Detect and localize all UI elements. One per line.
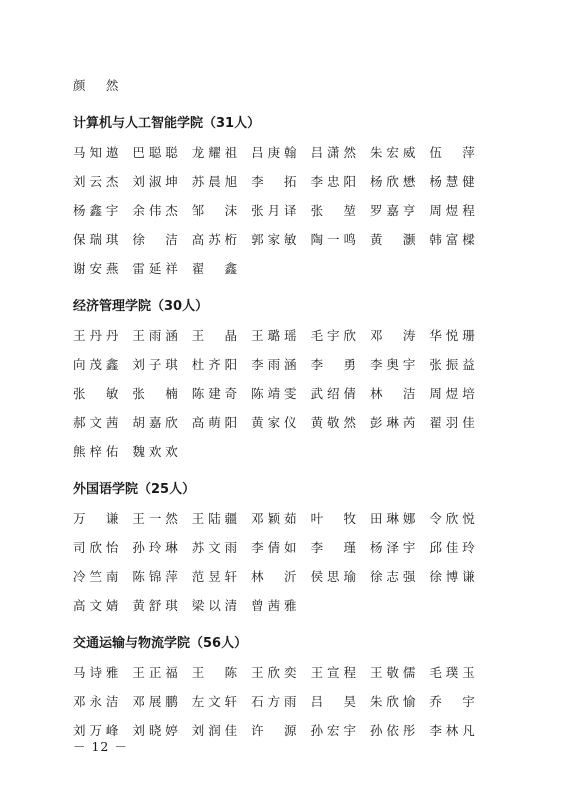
name-entry: 胡嘉欣	[132, 414, 178, 430]
name-entry: 林 洁	[369, 385, 416, 401]
name-entry: 孙宏宇	[310, 722, 356, 738]
section-heading: 经济管理学院（30人）	[73, 299, 209, 314]
name-entry: 刘晓婷	[132, 722, 178, 738]
name-entry: 范昱轩	[191, 568, 238, 584]
name-entry: 刘淑坤	[132, 173, 178, 189]
name-entry: 吕庚翰	[251, 144, 297, 160]
name-entry: 司欣怡	[73, 539, 119, 555]
name-entry: 王璐瑶	[251, 327, 297, 343]
name-entry: 黄 灏	[369, 231, 416, 247]
name-row	[73, 166, 503, 195]
name-entry: 李雨涵	[251, 356, 297, 372]
name-entry: 徐博谦	[429, 568, 475, 584]
section-heading: 计算机与人工智能学院（31人）	[73, 116, 261, 131]
name-entry: 华悦珊	[429, 327, 475, 343]
name-entry: 向茂鑫	[73, 356, 119, 372]
name-entry: 伍 萍	[429, 144, 475, 160]
name-entry: 林 沂	[251, 568, 297, 584]
name-entry: 张 敏	[73, 385, 119, 401]
name-entry: 王敬儒	[369, 664, 416, 680]
name-row	[73, 407, 503, 436]
name-entry: 魏欢欢	[132, 443, 178, 459]
name-entry: 徐 洁	[132, 231, 178, 247]
name-entry: 翟 鑫	[191, 260, 238, 276]
name-entry: 邓展鹏	[132, 693, 178, 709]
name-entry: 杨鑫宇	[73, 202, 119, 218]
name-entry: 邓 涛	[369, 327, 416, 343]
name-entry: 高苏桁	[191, 231, 238, 247]
name-entry: 马诗雅	[73, 664, 119, 680]
name-entry: 石方雨	[251, 693, 297, 709]
name-entry: 李 瑾	[310, 539, 356, 555]
name-row	[73, 561, 503, 590]
name-row	[73, 253, 503, 282]
name-entry: 保瑞琪	[73, 231, 119, 247]
name-entry: 王欣奕	[251, 664, 297, 680]
name-row	[73, 590, 503, 619]
name-entry: 乔 宇	[429, 693, 475, 709]
name-row	[73, 349, 503, 378]
name-entry: 龙耀祖	[191, 144, 238, 160]
name-entry: 罗嘉亨	[369, 202, 416, 218]
name-entry: 侯思瑜	[310, 568, 356, 584]
name-entry: 苏文雨	[191, 539, 238, 555]
name-row	[73, 503, 503, 532]
name-list-content	[73, 70, 503, 744]
name-row	[73, 436, 503, 465]
name-entry: 杜齐阳	[191, 356, 238, 372]
name-entry: 王一然	[132, 510, 178, 526]
name-entry: 张振益	[429, 356, 475, 372]
name-entry: 余伟杰	[132, 202, 178, 218]
name-entry: 李忠阳	[310, 173, 356, 189]
name-entry: 马知遨	[73, 144, 119, 160]
name-row	[73, 715, 503, 744]
sections-container	[73, 106, 503, 744]
page-number: － 12 －	[73, 739, 128, 754]
name-row	[73, 378, 503, 407]
name-row	[73, 137, 503, 166]
name-entry: 郭家敏	[251, 231, 297, 247]
name-entry: 王 陈	[191, 664, 238, 680]
name-row	[73, 657, 503, 686]
name-entry: 李 勇	[310, 356, 356, 372]
name-entry: 徐志强	[369, 568, 416, 584]
name-entry: 许 源	[251, 722, 297, 738]
name-entry: 王陆疆	[191, 510, 238, 526]
name-entry: 令欣悦	[429, 510, 475, 526]
name-entry: 周煜培	[429, 385, 475, 401]
name-entry: 孙依彤	[369, 722, 416, 738]
name-entry: 黄舒琪	[132, 597, 178, 613]
name-entry: 朱宏威	[369, 144, 416, 160]
name-entry: 张 堃	[310, 202, 356, 218]
name-entry: 杨泽宇	[369, 539, 416, 555]
name-entry: 朱欣愉	[369, 693, 416, 709]
name-entry: 孙玲琳	[132, 539, 178, 555]
name-entry: 李奥宇	[369, 356, 416, 372]
name-entry: 黄敬然	[310, 414, 356, 430]
name-entry: 陈靖雯	[251, 385, 297, 401]
name-entry: 苏晨旭	[191, 173, 238, 189]
name-entry: 颜 然	[73, 77, 119, 93]
name-entry: 杨欣懋	[369, 173, 416, 189]
name-entry: 李 拓	[251, 173, 297, 189]
name-entry: 刘云杰	[73, 173, 119, 189]
name-entry: 高萌阳	[191, 414, 238, 430]
name-entry: 毛璞玉	[429, 664, 475, 680]
name-entry: 雷延祥	[132, 260, 178, 276]
name-entry: 邱佳玲	[429, 539, 475, 555]
name-entry: 毛宇欣	[310, 327, 356, 343]
name-entry: 陈建奇	[191, 385, 238, 401]
name-entry: 邓永洁	[73, 693, 119, 709]
name-entry: 叶 牧	[310, 510, 356, 526]
name-entry: 田琳娜	[369, 510, 416, 526]
section-heading: 交通运输与物流学院（56人）	[73, 636, 248, 651]
name-entry: 刘润佳	[191, 722, 238, 738]
name-entry: 万 谦	[73, 510, 119, 526]
name-entry: 刘万峰	[73, 722, 119, 738]
name-entry: 王 晶	[191, 327, 238, 343]
name-entry: 黄家仪	[251, 414, 297, 430]
name-entry: 周煜程	[429, 202, 475, 218]
name-entry: 杨慧健	[429, 173, 475, 189]
name-entry: 武绍倩	[310, 385, 356, 401]
name-row	[73, 195, 503, 224]
name-entry: 邓颖茹	[251, 510, 297, 526]
name-entry: 郝文茜	[73, 414, 119, 430]
name-entry: 高文婧	[73, 597, 119, 613]
name-row	[73, 532, 503, 561]
name-row	[73, 686, 503, 715]
name-entry: 翟羽佳	[429, 414, 475, 430]
name-entry: 张月译	[251, 202, 297, 218]
name-entry: 梁以清	[191, 597, 238, 613]
name-entry: 熊梓佑	[73, 443, 119, 459]
name-entry: 吕 昊	[310, 693, 356, 709]
name-entry: 巴聪聪	[132, 144, 178, 160]
name-entry: 王正福	[132, 664, 178, 680]
name-entry: 陶一鸣	[310, 231, 356, 247]
section-heading: 外国语学院（25人）	[73, 482, 196, 497]
name-entry: 陈锦萍	[132, 568, 178, 584]
name-row	[73, 224, 503, 253]
intro-row	[73, 70, 503, 99]
name-entry: 刘子琪	[132, 356, 178, 372]
name-entry: 李倩如	[251, 539, 297, 555]
name-entry: 王雨涵	[132, 327, 178, 343]
name-entry: 李林凡	[429, 722, 475, 738]
name-entry: 王丹丹	[73, 327, 119, 343]
name-entry: 左文轩	[191, 693, 238, 709]
name-entry: 彭琳芮	[369, 414, 416, 430]
name-entry: 张 楠	[132, 385, 178, 401]
name-entry: 冷竺南	[73, 568, 119, 584]
name-entry: 吕潇然	[310, 144, 356, 160]
name-entry: 王宣程	[310, 664, 356, 680]
name-entry: 曾茜雅	[251, 597, 297, 613]
name-entry: 谢安燕	[73, 260, 119, 276]
name-entry: 韩富樑	[429, 231, 475, 247]
name-entry: 邹 沫	[191, 202, 238, 218]
name-row	[73, 320, 503, 349]
